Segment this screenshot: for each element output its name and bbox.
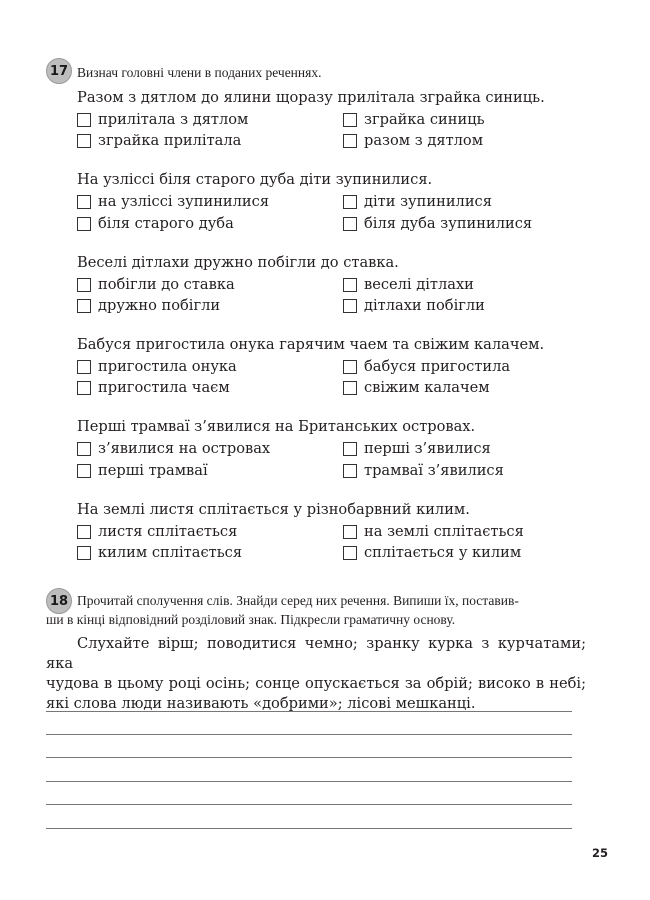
option-3-4[interactable] [343,296,485,315]
task-18-instruction-line-1: Прочитай сполучення слів. Знайди серед них речення. Випиши їх, поставив- [77,593,519,608]
option-label: килим сплітається [98,544,243,561]
option-label: перші трамваї [98,462,208,479]
option-label: пригостила онука [98,358,237,375]
option-4-4[interactable] [343,378,490,397]
task-18-instruction-line-2: ши в кінці відповідний розділовий знак. Підкресли граматичну основу. [46,612,456,627]
option-label: діти зупинилися [364,193,492,210]
option-label: на землі сплітається [364,523,524,540]
writing-line-4[interactable] [46,781,572,782]
task-17-instruction: Визнач головні члени в поданих реченнях. [77,65,322,80]
checkbox[interactable] [343,278,357,292]
sentence-4: Бабуся пригостила онука гарячим чаем та свіжим калачем. [77,336,545,353]
checkbox[interactable] [77,464,91,478]
checkbox[interactable] [343,381,357,395]
option-3-2[interactable] [343,275,474,294]
sentence-3: Веселі дітлахи дружно побігли до ставка. [77,254,399,271]
option-label: листя сплітається [98,523,238,540]
option-6-3[interactable] [77,543,242,562]
option-label: дружно побігли [98,297,221,314]
writing-line-3[interactable] [46,757,572,758]
checkbox[interactable] [77,360,91,374]
option-4-2[interactable] [343,357,510,376]
page-number: 25 [592,846,609,860]
task-number-badge-17 [46,58,72,84]
option-label: бабуся пригостила [364,358,511,375]
checkbox[interactable] [77,113,91,127]
writing-line-6[interactable] [46,828,572,829]
option-3-1[interactable] [77,275,235,294]
option-label: біля старого дуба [98,215,234,232]
option-label: на узліссі зупинилися [98,193,270,210]
option-4-3[interactable] [77,378,230,397]
checkbox[interactable] [343,525,357,539]
option-5-4[interactable] [343,461,504,480]
sentence-1: Разом з дятлом до ялини щоразу прилітала зграйка синиць. [77,89,545,106]
checkbox[interactable] [343,217,357,231]
option-label: зграйка синиць [364,111,485,128]
checkbox[interactable] [77,525,91,539]
option-6-4[interactable] [343,543,521,562]
checkbox[interactable] [343,360,357,374]
checkbox[interactable] [77,299,91,313]
option-label: сплітається у килим [364,544,522,561]
passage-line-1: Слухайте вірш; поводитися чемно; зранку курка з курчатами; яка [46,635,586,672]
option-5-2[interactable] [343,439,491,458]
option-5-3[interactable] [77,461,208,480]
checkbox[interactable] [343,134,357,148]
option-2-2[interactable] [343,192,492,211]
option-label: дітлахи побігли [364,297,485,314]
sentence-2: На узліссі біля старого дуба діти зупинилися. [77,171,433,188]
checkbox[interactable] [343,299,357,313]
checkbox[interactable] [343,113,357,127]
option-label: перші з’явилися [364,440,491,457]
checkbox[interactable] [77,134,91,148]
option-1-3[interactable] [77,131,241,150]
option-label: зграйка прилітала [98,132,242,149]
writing-line-2[interactable] [46,734,572,735]
checkbox[interactable] [343,464,357,478]
option-label: разом з дятлом [364,132,484,149]
sentence-5: Перші трамваї з’явилися на Британських островах. [77,418,476,435]
checkbox[interactable] [343,546,357,560]
option-label: пригостила чаєм [98,379,230,396]
reading-passage [46,634,586,714]
passage-line-3: які слова люди називають «добрими»; лісові мешканці. [46,695,476,712]
option-6-2[interactable] [343,522,524,541]
option-label: свіжим калачем [364,379,490,396]
writing-line-5[interactable] [46,804,572,805]
task-number: 18 [49,593,69,609]
option-4-1[interactable] [77,357,237,376]
option-1-2[interactable] [343,110,485,129]
option-label: веселі дітлахи [364,276,474,293]
checkbox[interactable] [77,195,91,209]
checkbox[interactable] [77,442,91,456]
checkbox[interactable] [77,217,91,231]
option-3-3[interactable] [77,296,220,315]
option-1-1[interactable] [77,110,248,129]
sentence-6: На землі листя сплітається у різнобарвний килим. [77,501,470,518]
option-label: трамваї з’явилися [364,462,504,479]
checkbox[interactable] [77,546,91,560]
checkbox[interactable] [77,381,91,395]
writing-line-1[interactable] [46,711,572,712]
task-number: 17 [49,63,69,79]
option-2-4[interactable] [343,214,532,233]
option-label: побігли до ставка [98,276,235,293]
option-label: з’явилися на островах [98,440,271,457]
option-2-1[interactable] [77,192,269,211]
option-label: прилітала з дятлом [98,111,249,128]
checkbox[interactable] [343,195,357,209]
option-2-3[interactable] [77,214,234,233]
passage-line-2: чудова в цьому році осінь; сонце опускається за обрій; високо в небі; [46,675,586,692]
option-5-1[interactable] [77,439,270,458]
option-6-1[interactable] [77,522,237,541]
checkbox[interactable] [343,442,357,456]
option-1-4[interactable] [343,131,483,150]
checkbox[interactable] [77,278,91,292]
option-label: біля дуба зупинилися [364,215,533,232]
